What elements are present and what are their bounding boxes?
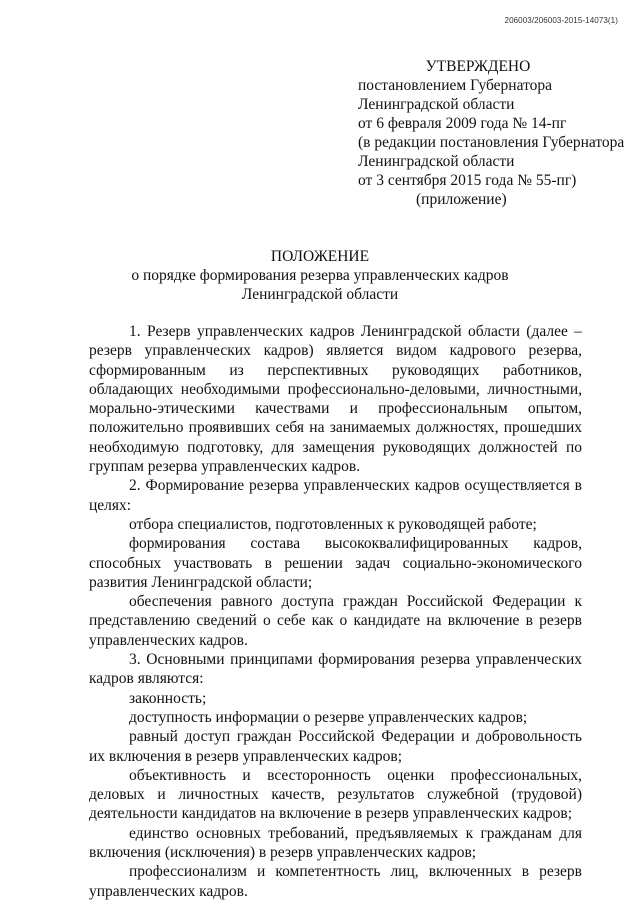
paragraph: профессионализм и компетентность лиц, включенных в резерв управленческих кадров. (89, 863, 582, 900)
document-code: 206003/206003-2015-14073(1) (504, 16, 618, 25)
paragraph: 3. Основными принципами формирования резерва управленческих кадров являются: (89, 651, 582, 688)
paragraph: единство основных требований, предъявляемых к гражданам для включения (исключения) в резерв управленческих кадров; (89, 824, 582, 862)
paragraph: 1. Резерв управленческих кадров Ленинградской области (далее – резерв управленческих кадров) является видом кадрового резерва, сформированным из перспективных руководящих работников, обладающих необходимыми профессионально-деловыми, личностными, морально-этическими качествами и профессиональным опытом, положительно проявивших себя на занимаемых должностях, прошедших необходимую подготовку, для замещения руководящих должностей по группам резерва управленческих кадров. (89, 323, 582, 476)
title-line: о порядке формирования резерва управленческих кадров (131, 267, 509, 284)
paragraph: обеспечения равного доступа граждан Российской Федерации к представлению сведений о себе как о кандидате на включение в резерв управленческих кадров. (89, 593, 582, 649)
paragraph: доступность информации о резерве управленческих кадров; (129, 708, 528, 726)
title-line: Ленинградской области (241, 286, 399, 303)
title-heading: ПОЛОЖЕНИЕ (270, 248, 370, 265)
paragraph: законность; (129, 689, 207, 707)
paragraph: объективность и всесторонность оценки профессиональных, деловых и личностных качеств, результатов служебной (трудовой) деятельности кандидатов на включение в резерв управленческих кадров; (89, 766, 582, 823)
approval-line: от 6 февраля 2009 года № 14-пг (358, 115, 567, 132)
approval-heading: УТВЕРЖДЕНО (425, 58, 531, 75)
paragraph: равный доступ граждан Российской Федерации и добровольность их включения в резерв управленческих кадров; (89, 728, 582, 765)
approval-note: (приложение) (416, 191, 507, 208)
approval-stamp (358, 57, 624, 209)
paragraph: формирования состава высококвалифицированных кадров, способных участвовать в решении задач социально-экономического развития Ленинградской области; (89, 535, 582, 591)
approval-line: постановлением Губернатора (358, 77, 553, 94)
approval-line: от 3 сентября 2015 года № 55-пг) (358, 172, 577, 189)
document-body (89, 322, 582, 901)
paragraph: 2. Формирование резерва управленческих кадров осуществляется в целях: (89, 477, 582, 514)
approval-line: (в редакции постановления Губернатора (358, 134, 625, 151)
approval-line: Ленинградской области (358, 96, 515, 113)
document-title (0, 247, 640, 304)
approval-line: Ленинградской области (358, 153, 515, 170)
paragraph: отбора специалистов, подготовленных к руководящей работе; (129, 515, 537, 533)
